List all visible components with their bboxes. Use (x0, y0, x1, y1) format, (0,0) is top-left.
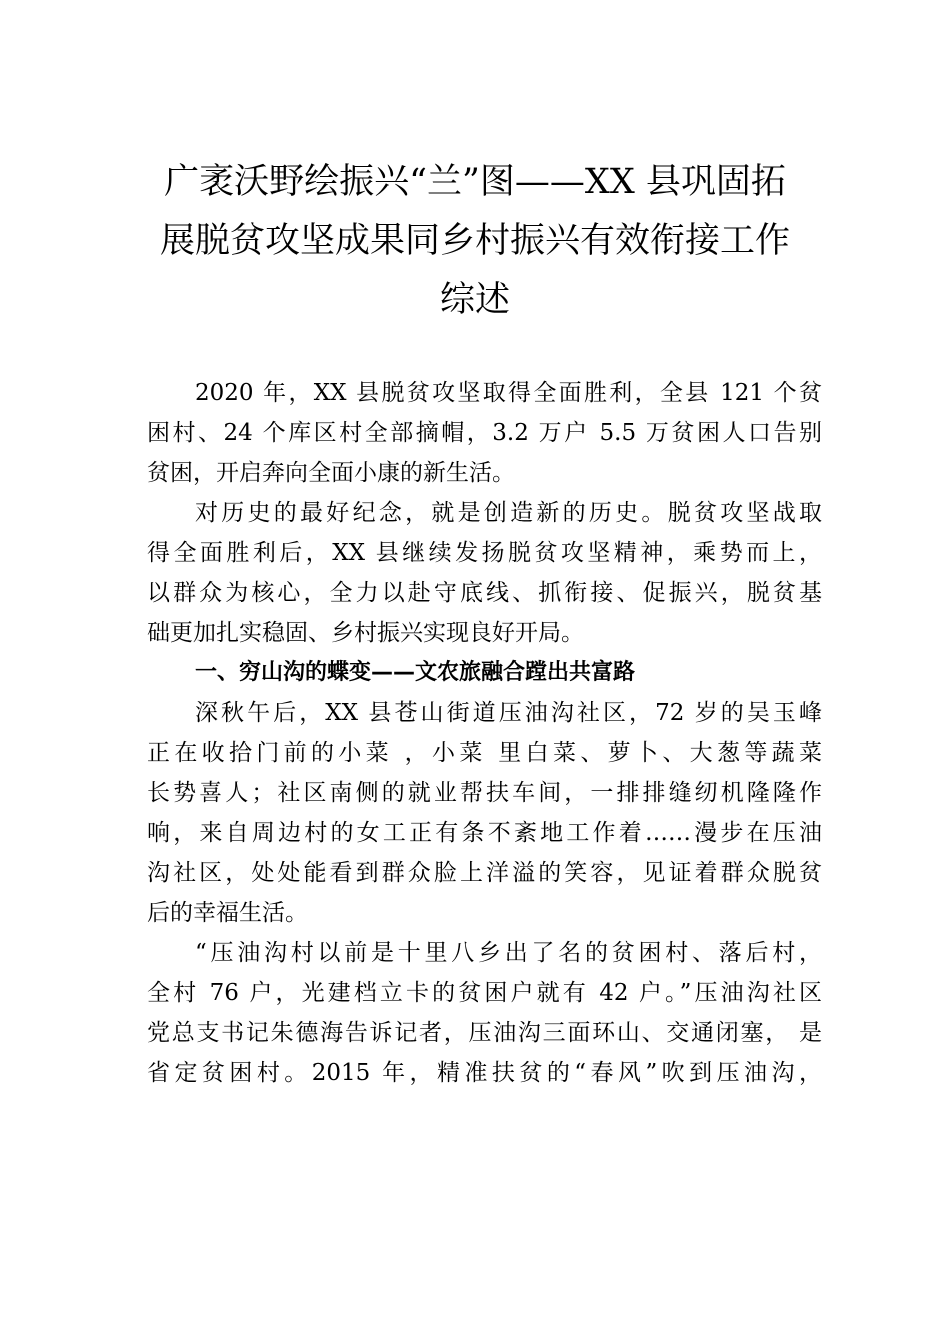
text-line: “压油沟村以前是十里八乡出了名的贫困村、落后村， (195, 940, 822, 966)
text-line: 党总支书记朱德海告诉记者，压油沟三面环山、交通闭塞， 是 (147, 1020, 822, 1046)
text-line: 对历史的最好纪念，就是创造新的历史。脱贫攻坚战取 (195, 500, 822, 526)
section-heading (147, 653, 822, 693)
paragraph-history (147, 493, 822, 653)
text-line: 省定贫困村。2015 年，精准扶贫的“春风”吹到压油沟， (147, 1060, 822, 1086)
text-line: 以群众为核心，全力以赴守底线、抓衔接、促振兴，脱贫基 (147, 580, 822, 606)
title-line: 展脱贫攻坚成果同乡村振兴有效衔接工作 (159, 221, 790, 261)
document-title (120, 153, 830, 330)
text-line: 深秋午后，XX 县苍山街道压油沟社区，72 岁的吴玉峰 (195, 700, 822, 726)
text-line: 全村 76 户，光建档立卡的贫困户就有 42 户。”压油沟社区 (147, 980, 822, 1006)
text-line: 长势喜人；社区南侧的就业帮扶车间，一排排缝纫机隆隆作 (147, 780, 822, 806)
text-line: 2020 年，XX 县脱贫攻坚取得全面胜利，全县 121 个贫 (195, 380, 822, 406)
text-line: 得全面胜利后，XX 县继续发扬脱贫攻坚精神，乘势而上， (147, 540, 822, 566)
text-line: 础更加扎实稳固、乡村振兴实现良好开局。 (147, 620, 584, 646)
title-line: 广袤沃野绘振兴“兰”图——XX 县巩固拓 (164, 162, 786, 202)
text-line: 后的幸福生活。 (147, 900, 308, 926)
text-line: 响，来自周边村的女工正有条不紊地工作着……漫步在压油 (147, 820, 822, 846)
text-line: 贫困，开启奔向全面小康的新生活。 (147, 460, 515, 486)
title-line: 综述 (439, 280, 510, 320)
paragraph-intro (147, 373, 822, 493)
paragraph-autumn (147, 693, 822, 933)
text-line: 正在收拾门前的小菜 ，小菜 里白菜、萝卜、大葱等蔬菜 (147, 740, 822, 766)
heading-line: 一、穷山沟的蝶变——文农旅融合蹚出共富路 (195, 660, 636, 685)
text-line: 沟社区，处处能看到群众脸上洋溢的笑容，见证着群众脱贫 (147, 860, 822, 886)
paragraph-quote (147, 933, 822, 1093)
document-body (147, 373, 822, 1093)
text-line: 困村、24 个库区村全部摘帽，3.2 万户 5.5 万贫困人口告别 (147, 420, 822, 446)
